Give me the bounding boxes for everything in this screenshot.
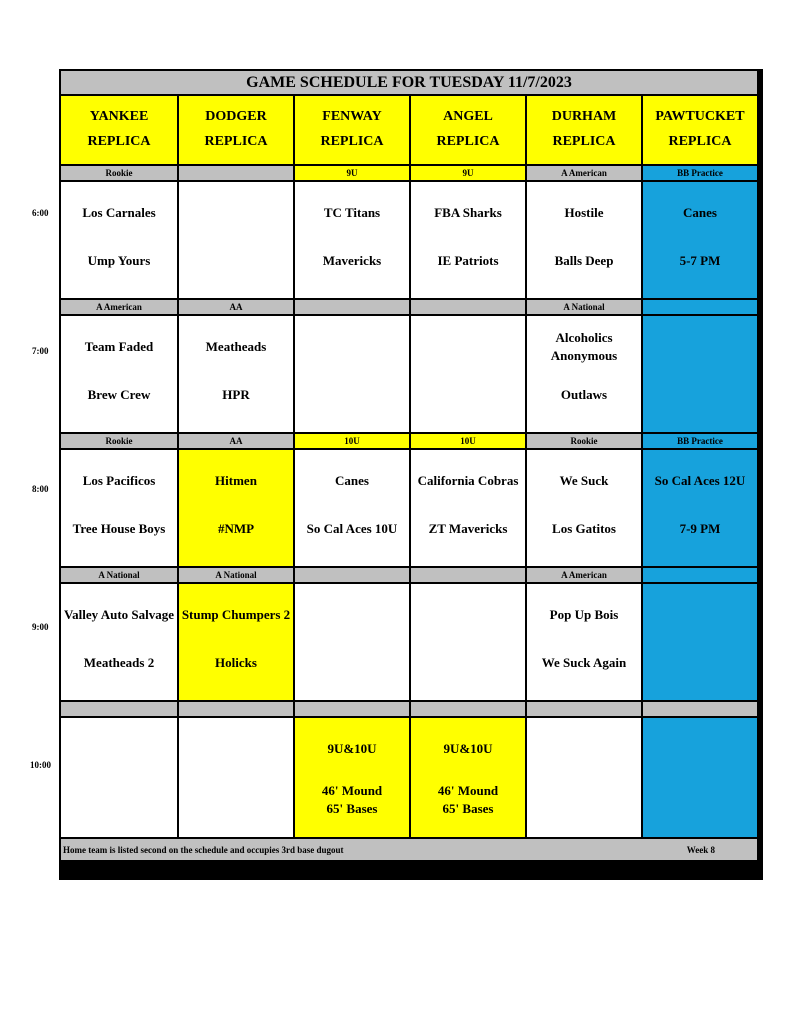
division-label: 10U (295, 434, 409, 448)
division-label (295, 300, 409, 314)
practice-cell (643, 182, 757, 298)
away-team: FBA Sharks (434, 205, 502, 220)
field-note-detail: 46' Mound 65' Bases (437, 783, 499, 816)
home-team: Los Gatitos (552, 521, 616, 536)
field-name: DURHAM (551, 108, 617, 124)
away-team: California Cobras (417, 473, 519, 488)
home-team: Ump Yours (87, 253, 151, 268)
away-team: We Suck (559, 473, 609, 488)
field-header-angel (411, 96, 525, 164)
division-label: A American (527, 166, 641, 180)
time-label: 8:00 (32, 484, 49, 494)
field-header-yankee (61, 96, 177, 164)
game-cell (527, 584, 641, 700)
game-cell-empty (179, 718, 293, 837)
practice-time: 5-7 PM (679, 253, 721, 268)
game-cell (411, 450, 525, 566)
field-sub: REPLICA (436, 133, 500, 149)
away-team: Team Faded (84, 339, 154, 354)
game-cell (61, 450, 177, 566)
division-label (179, 166, 293, 180)
practice-team: So Cal Aces 12U (654, 473, 746, 488)
away-team: Canes (335, 473, 369, 488)
game-cell-empty (179, 182, 293, 298)
field-note-detail: 46' Mound 65' Bases (321, 783, 383, 816)
game-cell (527, 182, 641, 298)
game-cell (295, 450, 409, 566)
home-team: HPR (222, 387, 250, 402)
home-team: Brew Crew (87, 387, 151, 402)
division-label: Rookie (527, 434, 641, 448)
home-team: Outlaws (560, 387, 608, 402)
field-header-pawtucket (643, 96, 757, 164)
home-team: IE Patriots (437, 253, 499, 268)
division-label: BB Practice (643, 434, 757, 448)
away-team: Hostile (564, 205, 604, 220)
division-label: AA (179, 434, 293, 448)
division-label (411, 568, 525, 582)
game-cell-empty (527, 718, 641, 837)
field-note-title: 9U&10U (443, 741, 493, 756)
division-label: A American (61, 300, 177, 314)
field-note-cell (411, 718, 525, 837)
division-label: Rookie (61, 166, 177, 180)
home-team: So Cal Aces 10U (306, 521, 398, 536)
away-team: Valley Auto Salvage (63, 607, 175, 622)
field-name: ANGEL (443, 108, 493, 124)
division-label: A National (179, 568, 293, 582)
game-cell (61, 316, 177, 432)
division-label: 9U (295, 166, 409, 180)
game-cell (295, 182, 409, 298)
field-header-dodger (179, 96, 293, 164)
division-label: BB Practice (643, 166, 757, 180)
game-cell-empty (411, 584, 525, 700)
division-label: A National (61, 568, 177, 582)
game-cell (61, 182, 177, 298)
away-team: Los Carnales (82, 205, 156, 220)
game-cell (179, 450, 293, 566)
field-note-cell (295, 718, 409, 837)
away-team: Los Pacificos (82, 473, 156, 488)
time-column (0, 0, 60, 1024)
division-label: AA (179, 300, 293, 314)
practice-cell-empty (643, 316, 757, 432)
field-name: PAWTUCKET (655, 108, 745, 124)
time-label: 9:00 (32, 622, 49, 632)
time-label: 6:00 (32, 208, 49, 218)
away-team: Meatheads (205, 339, 267, 354)
away-team: Hitmen (215, 473, 257, 488)
division-label (643, 300, 757, 314)
away-team: TC Titans (323, 205, 381, 220)
schedule-table (59, 69, 763, 880)
division-label (643, 702, 757, 716)
field-name: YANKEE (89, 108, 149, 124)
home-team: We Suck Again (541, 655, 627, 670)
division-label (295, 702, 409, 716)
home-team: Holicks (215, 655, 257, 670)
field-header-fenway (295, 96, 409, 164)
practice-cell-empty (643, 584, 757, 700)
field-header-durham (527, 96, 641, 164)
division-label (295, 568, 409, 582)
home-team: Mavericks (322, 253, 382, 268)
game-cell (527, 450, 641, 566)
division-label: Rookie (61, 434, 177, 448)
division-label: A American (527, 568, 641, 582)
week-label: Week 8 (686, 844, 715, 855)
division-label (411, 702, 525, 716)
field-name: DODGER (205, 108, 267, 124)
home-team: Meatheads 2 (83, 655, 155, 670)
field-sub: REPLICA (668, 133, 732, 149)
game-cell-empty (61, 718, 177, 837)
schedule-title: GAME SCHEDULE FOR TUESDAY 11/7/2023 (61, 71, 757, 94)
home-team: #NMP (217, 521, 255, 536)
practice-time: 7-9 PM (679, 521, 721, 536)
home-team-note: Home team is listed second on the schedule and occupies 3rd base dugout (63, 844, 344, 855)
practice-cell (643, 450, 757, 566)
division-label: A National (527, 300, 641, 314)
division-label (411, 300, 525, 314)
game-cell (411, 182, 525, 298)
game-cell (61, 584, 177, 700)
field-sub: REPLICA (552, 133, 616, 149)
schedule-footer (61, 839, 757, 860)
field-sub: REPLICA (204, 133, 268, 149)
away-team: Alcoholics Anonymous (550, 330, 618, 363)
game-cell (179, 584, 293, 700)
home-team: ZT Mavericks (428, 521, 508, 536)
game-cell (179, 316, 293, 432)
practice-cell-empty (643, 718, 757, 837)
game-cell-empty (295, 316, 409, 432)
game-cell-empty (411, 316, 525, 432)
game-cell (527, 316, 641, 432)
division-label (179, 702, 293, 716)
field-note-title: 9U&10U (327, 741, 377, 756)
field-sub: REPLICA (320, 133, 384, 149)
away-team: Pop Up Bois (549, 607, 619, 622)
field-sub: REPLICA (87, 133, 151, 149)
practice-team: Canes (683, 205, 717, 220)
division-label: 9U (411, 166, 525, 180)
division-label: 10U (411, 434, 525, 448)
away-team: Stump Chumpers 2 (181, 607, 291, 622)
home-team: Balls Deep (554, 253, 614, 268)
division-label (643, 568, 757, 582)
game-cell-empty (295, 584, 409, 700)
field-name: FENWAY (322, 108, 382, 124)
division-label (527, 702, 641, 716)
home-team: Tree House Boys (72, 521, 166, 536)
time-label: 10:00 (30, 760, 51, 770)
division-label (61, 702, 177, 716)
time-label: 7:00 (32, 346, 49, 356)
